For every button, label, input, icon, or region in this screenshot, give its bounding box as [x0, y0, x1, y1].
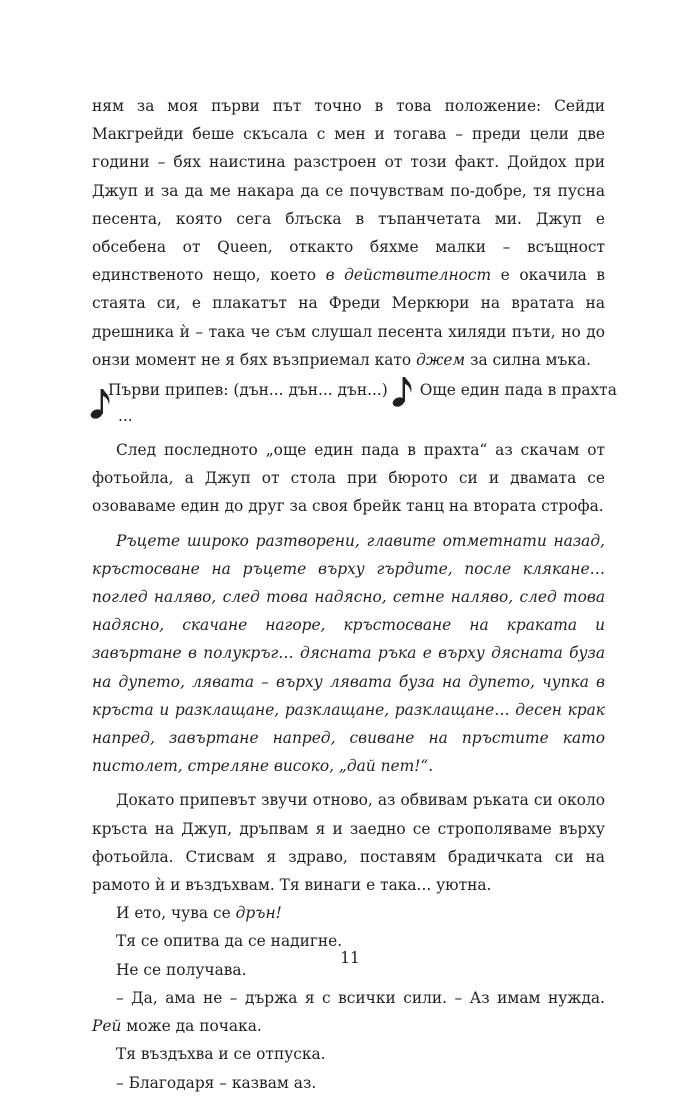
- paragraph-1-text-c: за силна мъка.: [465, 350, 591, 369]
- paragraph-1-emphasis-a: в действителност: [325, 266, 492, 285]
- eighth-note-icon: [392, 374, 414, 408]
- paragraph-5-emphasis: дрън!: [235, 904, 282, 923]
- paragraph-8-text-a: – Да, ама не – държа я с всички сили. – Аз имам нужда.: [116, 988, 605, 1007]
- paragraph-8-text-b: може да почака.: [121, 1017, 262, 1036]
- paragraph-5: [92, 899, 605, 927]
- paragraph-9: Тя въздъхва и се отпуска.: [116, 1045, 326, 1064]
- paragraph-2: След последното „още един пада в прахта“ аз скачам от фотьойла, а Джуп от стола при бюрото си и двамата се озоваваме един до друг за своя брейк танц на втората строфа.: [92, 441, 605, 516]
- paragraph-8: [92, 984, 605, 1040]
- paragraph-8-emphasis: Рей: [92, 1017, 122, 1036]
- paragraph-7: Не се получава.: [116, 960, 247, 979]
- song-ellipsis: ...: [118, 406, 133, 425]
- page-body-text: [92, 92, 617, 1097]
- song-line-1: [92, 376, 617, 404]
- paragraph-10: – Благодаря – казвам аз.: [116, 1073, 317, 1092]
- song-chorus-label: Първи припев: (дън... дън... дън...): [108, 380, 388, 399]
- paragraph-4: Докато припевът звучи отново, аз обвивам ръката си около кръста на Джуп, дръпвам я и заедно се строполяваме върху фотьойла. Стисвам я здраво, поставям брадичката си на рамото ѝ и въздъхвам. Тя винаги е така... уютна.: [92, 791, 605, 895]
- paragraph-1-emphasis-b: джем: [416, 350, 466, 369]
- paragraph-5-text: И ето, чува се: [116, 904, 236, 923]
- paragraph-1-text-b: е окачила в стаята си, е плакатът на Фреди Меркюри на вратата на дрешника ѝ – така че съм слушал песента хиляди пъти, но до онзи момент не я бях възприемал като: [92, 266, 605, 369]
- song-lyric-text: Още един пада в прахта: [419, 380, 617, 399]
- paragraph-1: [92, 92, 605, 374]
- paragraph-1-text-a: ням за моя първи път точно в това положение: Сейди Макгрейди беше скъсала с мен и тогава – преди цели две години – бях наистина разстроен от този факт. Дойдох при Джуп и за да ме накара да се почувствам по-добре, тя пусна песента, която сега блъска в тъпанчетата ми. Джуп е обсебена от Queen, откакто бяхме малки – всъщност единственото нещо, което: [92, 97, 605, 285]
- paragraph-3-italic: Ръцете широко разтворени, главите отметнати назад, кръстосване на ръцете върху гърдите, после клякане… поглед наляво, след това надясно, сетне наляво, след това надясно, скачане нагоре, кръстосване на краката и завъртане в полукръг… дясната ръка е върху дясната буза на дупето, лявата – върху лявата буза на дупето, чупка в кръста и разклащане, разклащане, разклащане… десен крак напред, завъртане напред, свиване на пръстите като пистолет, стреляне високо, „дай пет!“.: [92, 531, 605, 776]
- paragraph-3: [92, 527, 605, 781]
- song-lyric-block: [92, 376, 617, 430]
- song-line-2: [92, 404, 605, 430]
- page-number: 11: [340, 949, 360, 967]
- paragraph-6: Тя се опитва да се надигне.: [116, 932, 343, 951]
- eighth-note-icon: [90, 386, 112, 420]
